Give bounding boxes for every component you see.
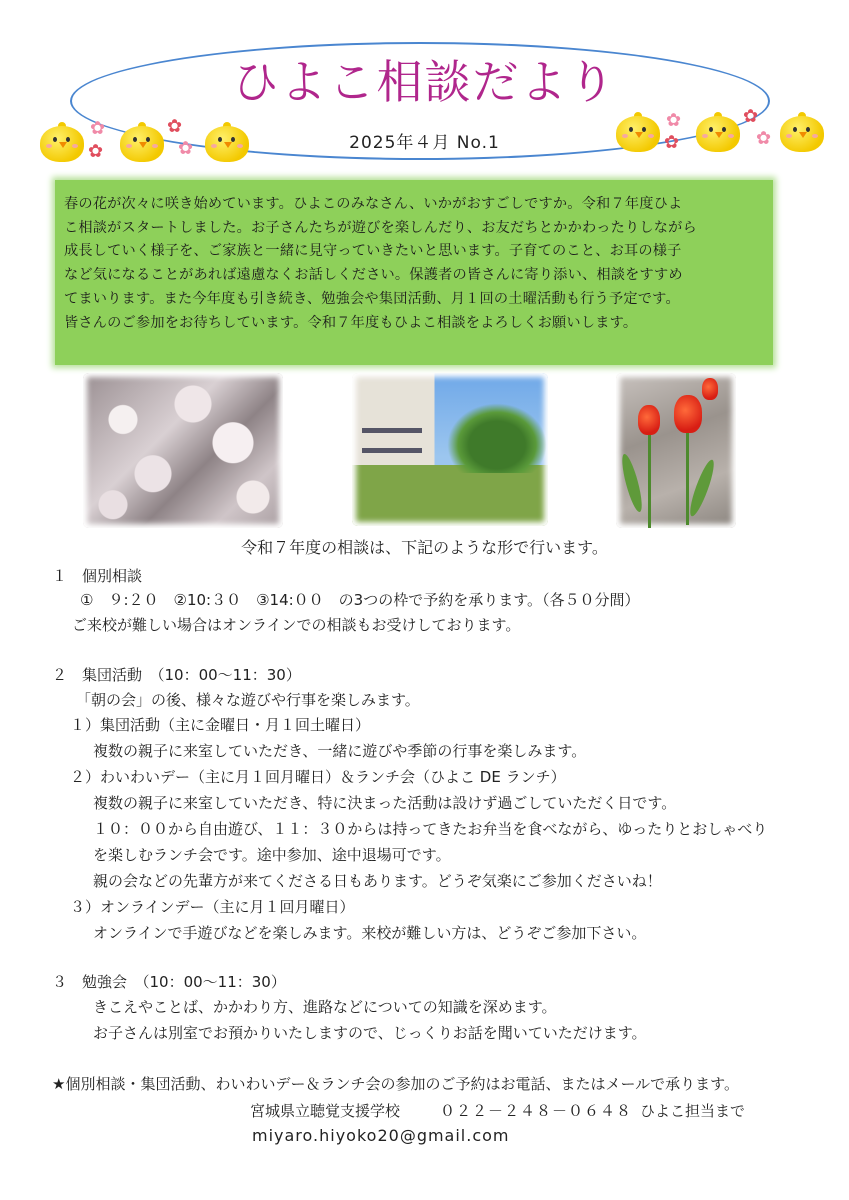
section-3-heading: ３ 勉強会 （10：00～11：30） (52, 973, 286, 991)
section-2-sub2-line: 親の会などの先輩方が来てくださる日もあります。どうぞ気楽にご参加くださいね！ (93, 872, 662, 890)
tulip-photo (616, 373, 736, 528)
section-2-sub2-line: １０：００から自由遊び、１１：３０からは持ってきたお弁当を食べながら、ゆったりとおしゃべり (93, 820, 768, 838)
section-2-intro: 「朝の会」の後、様々な遊びや行事を楽しみます。 (76, 691, 420, 709)
page-title: ひよこ相談だより (232, 55, 617, 109)
chick-icon (205, 122, 249, 162)
chick-icon (780, 112, 824, 152)
section-3-line: きこえやことば、かかわり方、進路などについての知識を深めます。 (93, 998, 557, 1016)
issue-date: 2025年４月 No.1 (349, 133, 500, 153)
section-2-sub3-text: オンラインで手遊びなどを楽しみます。来校が難しい方は、どうぞご参加下さい。 (93, 924, 647, 942)
section-2-sub2-title: ２）わいわいデー（主に月１回月曜日）＆ランチ会（ひよこ DE ランチ） (70, 768, 566, 786)
sakura-flower-icon: ✿ (90, 118, 106, 139)
intro-message-box (55, 180, 773, 365)
school-name: 宮城県立聴覚支援学校 (250, 1102, 401, 1120)
sakura-flower-icon: ✿ (664, 132, 680, 153)
section-2-sub2-line: 複数の親子に来室していただき、特に決まった活動は設けず過ごしていただく日です。 (93, 794, 677, 812)
chick-icon (696, 112, 740, 152)
section-2-heading: ２ 集団活動 （10：00～11：30） (52, 666, 301, 684)
email-link[interactable]: miyaro.hiyoko20@gmail.com (252, 1126, 510, 1145)
section-1-heading: １ 個別相談 (52, 567, 143, 585)
lead-text: 令和７年度の相談は、下記のような形で行います。 (241, 538, 608, 557)
section-1-line: ① ９:２０ ②10:３０ ③14:００ の3つの枠で予約を承ります。（各５０分間） (80, 591, 640, 609)
section-2-sub1-text: 複数の親子に来室していただき、一緒に遊びや季節の行事を楽しみます。 (93, 742, 587, 760)
cherry-blossom-photo (83, 373, 283, 528)
chick-icon (40, 122, 84, 162)
school-building-photo (352, 373, 548, 526)
section-1-line: ご来校が難しい場合はオンラインでの相談もお受けしております。 (72, 616, 521, 634)
contact-person: ひよこ担当まで (640, 1102, 746, 1120)
sakura-flower-icon: ✿ (666, 110, 682, 131)
chick-icon (616, 112, 660, 152)
reservation-notice: ★個別相談・集団活動、わいわいデー＆ランチ会の参加のご予約はお電話、またはメールで承ります。 (52, 1075, 739, 1093)
sakura-flower-icon: ✿ (756, 128, 772, 149)
intro-line: など気になることがあれば遠慮なくお話しください。保護者の皆さんに寄り添い、相談をすすめ (64, 267, 683, 284)
intro-line: 春の花が次々に咲き始めています。ひよこのみなさん、いかがおすごしですか。令和７年度ひよ (64, 196, 683, 212)
section-3-line: お子さんは別室でお預かりいたしますので、じっくりお話を聞いていただけます。 (93, 1024, 647, 1042)
chick-icon (120, 122, 164, 162)
intro-line: 皆さんのご参加をお待ちしています。令和７年度もひよこ相談をよろしくお願いします。 (64, 314, 638, 331)
intro-line: こ相談がスタートしました。お子さんたちが遊びを楽しんだり、お友だちとかかわったりしながら (64, 219, 697, 236)
section-2-sub2-line: を楽しむランチ会です。途中参加、途中退場可です。 (93, 846, 451, 864)
section-2-sub1-title: １）集団活動（主に金曜日・月１回土曜日） (70, 716, 371, 734)
sakura-flower-icon: ✿ (743, 106, 759, 127)
section-2-sub3-title: ３）オンラインデー（主に月１回月曜日） (70, 898, 355, 916)
sakura-flower-icon: ✿ (178, 138, 194, 159)
sakura-flower-icon: ✿ (167, 116, 183, 137)
sakura-flower-icon: ✿ (88, 141, 104, 162)
phone-number[interactable]: ０２２－２４８－０６４８ (440, 1102, 633, 1120)
intro-line: てまいります。また今年度も引き続き、勉強会や集団活動、月１回の土曜活動も行う予定です。 (64, 290, 680, 307)
intro-line: 成長していく様子を、ご家族と一緒に見守っていきたいと思います。子育てのこと、お耳の様子 (64, 243, 682, 260)
